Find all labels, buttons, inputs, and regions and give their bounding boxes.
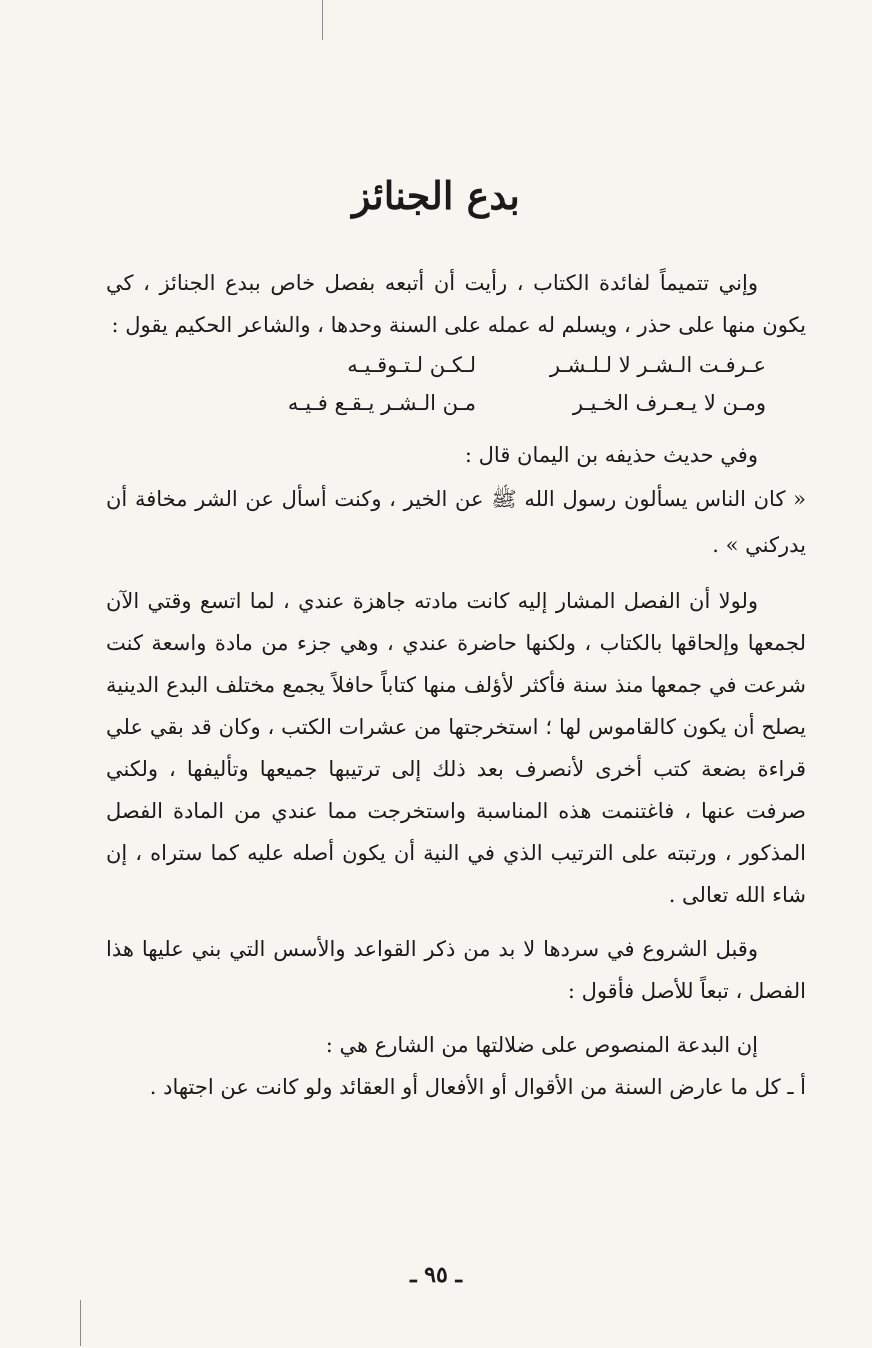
intro-paragraph: وإني تتميماً لفائدة الكتاب ، رأيت أن أتبعه بفصل خاص ببدع الجنائز ، كي يكون منها على حذر ، ويسلم له عمله على السنة وحدها ، والشاعر الحكيم يقول : — [106, 271, 806, 337]
poem-verse — [106, 384, 766, 422]
scan-edge-mark-top — [322, 0, 323, 40]
page-title: بدع الجنائز — [352, 173, 520, 219]
rules-intro-paragraph: وقبل الشروع في سردها لا بد من ذكر القواعد والأسس التي بني عليها هذا الفصل ، تبعاً للأصل فأقول : — [106, 937, 806, 1003]
main-paragraph: ولولا أن الفصل المشار إليه كانت مادته جاهزة عندي ، لما اتسع وقتي الآن لجمعها وإلحاقها بالكتاب ، ولكنها حاضرة عندي ، وهي جزء من مادة واسعة كنت شرعت في جمعها منذ سنة فأكثر لأؤلف منها كتاباً حافلاً يجمع مختلف البدع الدينية يصلح أن يكون كالقاموس لها ؛ استخرجتها من عشرات الكتب ، وكان قد بقي علي قراءة بضعة كتب أخرى لأنصرف بعد ذلك إلى ترتيبها جميعها وتأليفها ، ولكني صرفت عنها ، فاغتنمت هذه المناسبة واستخرجت مما عندي من المادة الفصل المذكور ، ورتبته على الترتيب الذي في النية أن يكون أصله عليه كما ستراه ، إن شاء الله تعالى . — [106, 589, 806, 907]
definition-line: إن البدعة المنصوص على ضلالتها من الشارع هي : — [325, 1033, 758, 1057]
page-number: ـ ٩٥ ـ — [410, 1262, 462, 1288]
poem-first-hemistich: عـرفـت الـشـر لا لـلـشـر — [549, 353, 766, 377]
poem-second-hemistich: لـكـن لـتـوقـيـه — [347, 353, 476, 377]
poem-first-hemistich: ومـن لا يـعـرف الخـيـر — [572, 391, 766, 415]
poem — [106, 346, 806, 422]
poem-second-hemistich: مـن الـشـر يـقـع فـيـه — [287, 391, 476, 415]
hadith-intro: وفي حديث حذيفه بن اليمان قال : — [464, 443, 758, 467]
page-body — [106, 262, 806, 1108]
hadith-quote: « كان الناس يسألون رسول الله ﷺ عن الخير ، وكنت أسأل عن الشر مخافة أن يدركني » . — [106, 487, 806, 557]
point-a: أ ـ كل ما عارض السنة من الأقوال أو الأفعال أو العقائد ولو كانت عن اجتهاد . — [149, 1075, 806, 1099]
poem-verse — [106, 346, 766, 384]
scan-edge-mark-bottom — [80, 1300, 81, 1346]
